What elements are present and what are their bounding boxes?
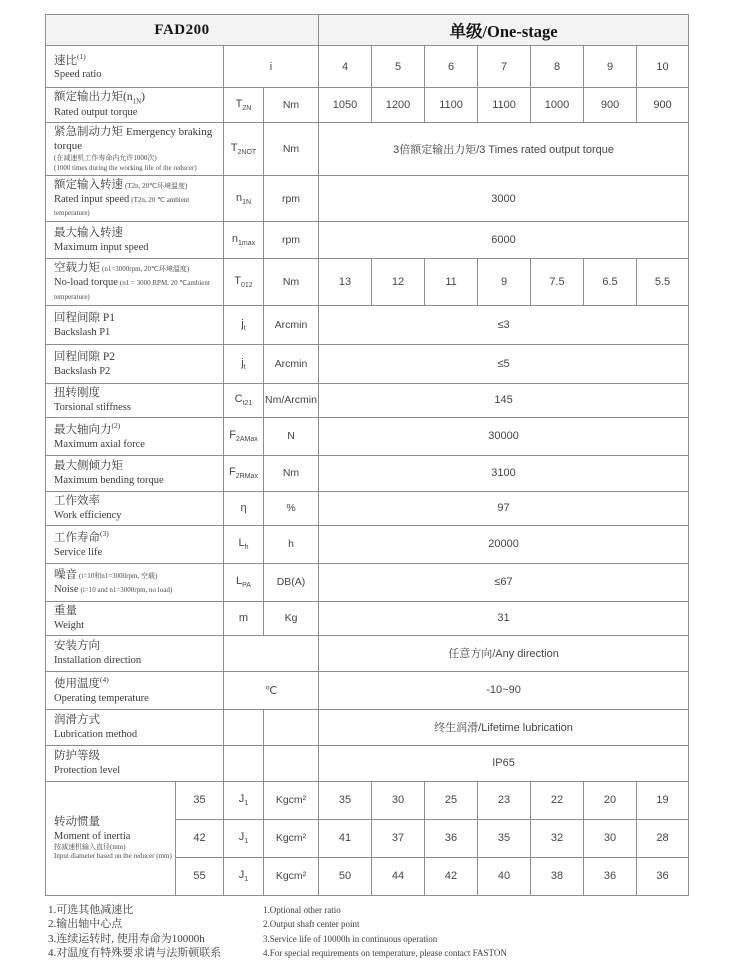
value-cell: 终生润滑/Lifetime lubrication bbox=[319, 709, 689, 745]
unit-cell bbox=[264, 745, 319, 781]
model-header: FAD200 bbox=[46, 15, 319, 46]
label-en: Maximum input speed bbox=[54, 242, 149, 254]
label-en: Torsional stiffness bbox=[54, 402, 131, 414]
value-cell: 22 bbox=[531, 781, 584, 819]
value-cell: 32 bbox=[531, 819, 584, 857]
label-cell: 空载力矩 (n1=3000rpm, 20℃环境温度) No-load torque (n1 = 3000 RPM, 20 ℃ambient temperature) bbox=[46, 259, 224, 305]
label-zh: 回程间隙 P1 bbox=[54, 311, 116, 324]
footnote-line: 4.对温度有特殊要求请与法斯顿联系 bbox=[48, 947, 222, 960]
value-cell: 1050 bbox=[319, 88, 372, 123]
value-cell: IP65 bbox=[319, 745, 689, 781]
label-note-en: (1000 times during the working life of the reducer) bbox=[54, 163, 197, 172]
unit-cell: DB(A) bbox=[264, 563, 319, 601]
unit-cell: Nm bbox=[264, 88, 319, 123]
label-cell bbox=[46, 222, 224, 259]
footnotes bbox=[48, 903, 730, 961]
label-cell bbox=[46, 781, 176, 895]
value-cell: 50 bbox=[319, 857, 372, 895]
value-cell: 19 bbox=[637, 781, 689, 819]
value-cell: 37 bbox=[372, 819, 425, 857]
spec-row-lubrication-method bbox=[46, 709, 689, 745]
label-en: Weight bbox=[54, 620, 85, 632]
spec-row-max-bending-torque bbox=[46, 455, 689, 491]
value-cell: 23 bbox=[478, 781, 531, 819]
value-cell: 28 bbox=[637, 819, 689, 857]
footnotes-en bbox=[263, 903, 507, 961]
spec-row-noise bbox=[46, 563, 689, 601]
value-cell: 6.5 bbox=[584, 259, 637, 305]
symbol-cell: $J_1$ bbox=[224, 781, 264, 819]
label-cell bbox=[46, 417, 224, 455]
value-cell: 35 bbox=[319, 781, 372, 819]
value-cell: 900 bbox=[637, 88, 689, 123]
label-en: Maximum bending torque bbox=[54, 475, 164, 487]
value-cell: 9 bbox=[584, 46, 637, 88]
footnote-marker: (3) bbox=[100, 529, 109, 539]
unit-cell bbox=[264, 709, 319, 745]
label-cell bbox=[46, 122, 224, 176]
header-row bbox=[46, 15, 689, 46]
spec-row-installation-direction bbox=[46, 635, 689, 671]
label-en: Rated output torque bbox=[54, 107, 138, 119]
label-en: Lubrication method bbox=[54, 729, 138, 741]
label-zh: 速比 bbox=[54, 54, 77, 67]
value-cell: 30000 bbox=[319, 417, 689, 455]
symbol-cell: $T_{2NOT}$ bbox=[224, 122, 264, 176]
unit-cell: Kgcm² bbox=[264, 819, 319, 857]
spec-row-emergency-braking-torque bbox=[46, 122, 689, 176]
spec-row-max-axial-force bbox=[46, 417, 689, 455]
label-zh: 安装方向 bbox=[54, 640, 100, 653]
value-cell: 13 bbox=[319, 259, 372, 305]
value-cell: 7.5 bbox=[531, 259, 584, 305]
label-en: Service life bbox=[54, 546, 103, 558]
value-cell: 25 bbox=[425, 781, 478, 819]
symbol-cell bbox=[224, 745, 264, 781]
unit-cell: % bbox=[264, 491, 319, 525]
label-cell bbox=[46, 601, 224, 635]
value-cell: 30 bbox=[372, 781, 425, 819]
spec-row-work-efficiency bbox=[46, 491, 689, 525]
value-cell: 3100 bbox=[319, 455, 689, 491]
label-cell bbox=[46, 46, 224, 88]
label-en: No-load torque bbox=[54, 277, 118, 289]
label-zh: 工作效率 bbox=[54, 495, 100, 508]
spec-row-max-input-speed bbox=[46, 222, 689, 259]
value-cell: 1000 bbox=[531, 88, 584, 123]
label-en: Speed ratio bbox=[54, 69, 102, 81]
value-cell: 11 bbox=[425, 259, 478, 305]
label-zh: 最大轴向力 bbox=[54, 424, 112, 437]
label-cell bbox=[46, 383, 224, 417]
spec-row-backlash-p2 bbox=[46, 344, 689, 383]
label-en: Work efficiency bbox=[54, 510, 122, 522]
label-note-zh: 按减速机输入直径(mm) bbox=[54, 842, 126, 851]
value-cell: 1100 bbox=[478, 88, 531, 123]
label-zh: 转动惯量 bbox=[54, 815, 100, 828]
unit-cell: Arcmin bbox=[264, 344, 319, 383]
input-diameter-cell: 55 bbox=[176, 857, 224, 895]
label-en: Emergency braking torque bbox=[54, 125, 213, 153]
value-cell: ≤67 bbox=[319, 563, 689, 601]
footnote-line: 2.输出轴中心点 bbox=[48, 918, 123, 931]
value-cell: -10~90 bbox=[319, 671, 689, 709]
value-cell: 44 bbox=[372, 857, 425, 895]
symbol-cell: η bbox=[224, 491, 264, 525]
unit-cell: Kg bbox=[264, 601, 319, 635]
value-cell: 1200 bbox=[372, 88, 425, 123]
label-zh: 重量 bbox=[54, 605, 77, 618]
value-cell: ≤3 bbox=[319, 305, 689, 344]
value-cell: 6 bbox=[425, 46, 478, 88]
label-en: Rated input speed bbox=[54, 194, 130, 206]
spec-row-backlash-p1 bbox=[46, 305, 689, 344]
spec-row-service-life bbox=[46, 525, 689, 563]
footnote-marker: (4) bbox=[100, 675, 109, 685]
label-en: Moment of inertia bbox=[54, 830, 131, 842]
value-cell: 42 bbox=[425, 857, 478, 895]
value-cell: 6000 bbox=[319, 222, 689, 259]
label-note-en: Input diameter based on the reducer (mm) bbox=[54, 852, 172, 861]
spec-table bbox=[45, 14, 689, 896]
symbol-cell: $C_{t21}$ bbox=[224, 383, 264, 417]
value-cell: 40 bbox=[478, 857, 531, 895]
unit-cell: Nm bbox=[264, 455, 319, 491]
spec-row-protection-level bbox=[46, 745, 689, 781]
unit-cell: Nm bbox=[264, 259, 319, 305]
label-en: Backslash P1 bbox=[54, 326, 111, 338]
label-cell bbox=[46, 525, 224, 563]
value-cell: 5.5 bbox=[637, 259, 689, 305]
label-cell bbox=[46, 305, 224, 344]
value-cell: 3000 bbox=[319, 176, 689, 222]
value-cell: ≤5 bbox=[319, 344, 689, 383]
input-diameter-cell: 35 bbox=[176, 781, 224, 819]
value-cell: 10 bbox=[637, 46, 689, 88]
symbol-cell bbox=[224, 635, 319, 671]
footnote-marker: (1) bbox=[77, 51, 86, 61]
footnote-marker: (2) bbox=[111, 421, 121, 431]
label-zh: 最大侧倾力矩 bbox=[54, 460, 123, 473]
label-en: Operating temperature bbox=[54, 692, 149, 704]
symbol-cell: $F_{2RMax}$ bbox=[224, 455, 264, 491]
value-cell: 38 bbox=[531, 857, 584, 895]
value-cell: 36 bbox=[425, 819, 478, 857]
value-cell: 8 bbox=[531, 46, 584, 88]
value-cell: 7 bbox=[478, 46, 531, 88]
unit-cell: rpm bbox=[264, 222, 319, 259]
stage-header: 单级/One-stage bbox=[319, 15, 689, 46]
value-cell: 31 bbox=[319, 601, 689, 635]
spec-row-torsional-stiffness bbox=[46, 383, 689, 417]
value-cell: 41 bbox=[319, 819, 372, 857]
label-zh: 最大输入转速 bbox=[54, 227, 123, 240]
footnote-line: 1.Optional other ratio bbox=[263, 904, 341, 915]
unit-cell: Nm/Arcmin bbox=[264, 383, 319, 417]
value-cell: 4 bbox=[319, 46, 372, 88]
label-zh: 扭转刚度 bbox=[54, 387, 100, 400]
label-cell: 额定输入转速 (T2n, 20℃环境温度) Rated input speed (T2n, 20 ℃ ambient temperature) bbox=[46, 176, 224, 222]
value-cell: 9 bbox=[478, 259, 531, 305]
value-cell: 36 bbox=[584, 857, 637, 895]
label-zh: 额定输入转速 bbox=[54, 179, 123, 192]
value-cell: 12 bbox=[372, 259, 425, 305]
label-zh: 紧急制动力矩 bbox=[54, 125, 123, 138]
spec-row-speed-ratio bbox=[46, 46, 689, 88]
label-cell bbox=[46, 491, 224, 525]
label-cell bbox=[46, 709, 224, 745]
value-cell: 3倍额定输出力矩/3 Times rated output torque bbox=[319, 122, 689, 176]
label-cell bbox=[46, 671, 224, 709]
symbol-cell bbox=[224, 709, 264, 745]
value-cell: 任意方向/Any direction bbox=[319, 635, 689, 671]
symbol-cell: $n_{1max}$ bbox=[224, 222, 264, 259]
unit-cell: Kgcm² bbox=[264, 781, 319, 819]
spec-row-operating-temperature bbox=[46, 671, 689, 709]
label-en: Backslash P2 bbox=[54, 365, 111, 377]
footnotes-zh bbox=[48, 903, 263, 961]
input-diameter-cell: 42 bbox=[176, 819, 224, 857]
symbol-cell: ℃ bbox=[224, 671, 319, 709]
value-cell: 900 bbox=[584, 88, 637, 123]
label-note-zh: (在减速机工作寿命内允许1000次) bbox=[54, 154, 157, 163]
label-zh: 回程间隙 P2 bbox=[54, 350, 116, 363]
symbol-cell: $n_{1N}$ bbox=[224, 176, 264, 222]
symbol-cell: $F_{2AMax}$ bbox=[224, 417, 264, 455]
value-cell: 35 bbox=[478, 819, 531, 857]
value-cell: 145 bbox=[319, 383, 689, 417]
spec-row-rated-output-torque bbox=[46, 88, 689, 123]
value-cell: 36 bbox=[637, 857, 689, 895]
symbol-cell: $T_{2N}$ bbox=[224, 88, 264, 123]
spec-row-rated-input-speed bbox=[46, 176, 689, 222]
symbol-cell: $L_h$ bbox=[224, 525, 264, 563]
label-en: Installation direction bbox=[54, 655, 142, 667]
symbol-cell: $j_t$ bbox=[224, 344, 264, 383]
symbol-cell: $j_t$ bbox=[224, 305, 264, 344]
symbol-cell: $L_{PA}$ bbox=[224, 563, 264, 601]
label-zh: 润滑方式 bbox=[54, 714, 100, 727]
symbol-cell: m bbox=[224, 601, 264, 635]
label-zh: 防护等级 bbox=[54, 750, 100, 763]
unit-cell: h bbox=[264, 525, 319, 563]
symbol-cell: $J_1$ bbox=[224, 819, 264, 857]
label-cell bbox=[46, 455, 224, 491]
footnote-line: 2.Output shaft center point bbox=[263, 919, 360, 930]
unit-cell: Nm bbox=[264, 122, 319, 176]
value-cell: 20000 bbox=[319, 525, 689, 563]
value-cell: 1100 bbox=[425, 88, 478, 123]
footnote-line: 1.可选其他减速比 bbox=[48, 903, 134, 916]
footnote-line: 4.For special requirements on temperature, please contact FASTON bbox=[263, 948, 507, 959]
inertia-row-35 bbox=[46, 781, 689, 819]
label-zh: 空载力矩 bbox=[54, 262, 100, 275]
label-cell: 噪音 (i=10和n1=3000rpm, 空载) Noise (i=10 and n1=3000rpm, no load) bbox=[46, 563, 224, 601]
label-en: Maximum axial force bbox=[54, 438, 145, 450]
label-zh: 额定输出力矩(n bbox=[54, 91, 133, 103]
label-cell bbox=[46, 344, 224, 383]
label-en: Noise bbox=[54, 584, 79, 596]
label-en: Protection level bbox=[54, 765, 121, 777]
label-zh: 工作寿命 bbox=[54, 532, 100, 545]
value-cell: 20 bbox=[584, 781, 637, 819]
label-cell: 额定输出力矩$(n_{1N})$ Rated output torque bbox=[46, 88, 224, 123]
symbol-cell: $T_{012}$ bbox=[224, 259, 264, 305]
value-cell: 97 bbox=[319, 491, 689, 525]
label-zh: 噪音 bbox=[54, 569, 77, 582]
unit-cell: rpm bbox=[264, 176, 319, 222]
unit-cell: Kgcm² bbox=[264, 857, 319, 895]
symbol-cell: i bbox=[224, 46, 319, 88]
value-cell: 30 bbox=[584, 819, 637, 857]
spec-row-weight bbox=[46, 601, 689, 635]
unit-cell: N bbox=[264, 417, 319, 455]
label-cell bbox=[46, 635, 224, 671]
footnote-line: 3.Service life of 10000h in continuous operation bbox=[263, 933, 438, 944]
label-zh: 使用温度 bbox=[54, 678, 100, 691]
value-cell: 5 bbox=[372, 46, 425, 88]
unit-cell: Arcmin bbox=[264, 305, 319, 344]
label-cell bbox=[46, 745, 224, 781]
footnote-line: 3.连续运转时, 使用寿命为10000h bbox=[48, 932, 205, 945]
symbol-cell: $J_1$ bbox=[224, 857, 264, 895]
spec-row-no-load-torque bbox=[46, 259, 689, 305]
